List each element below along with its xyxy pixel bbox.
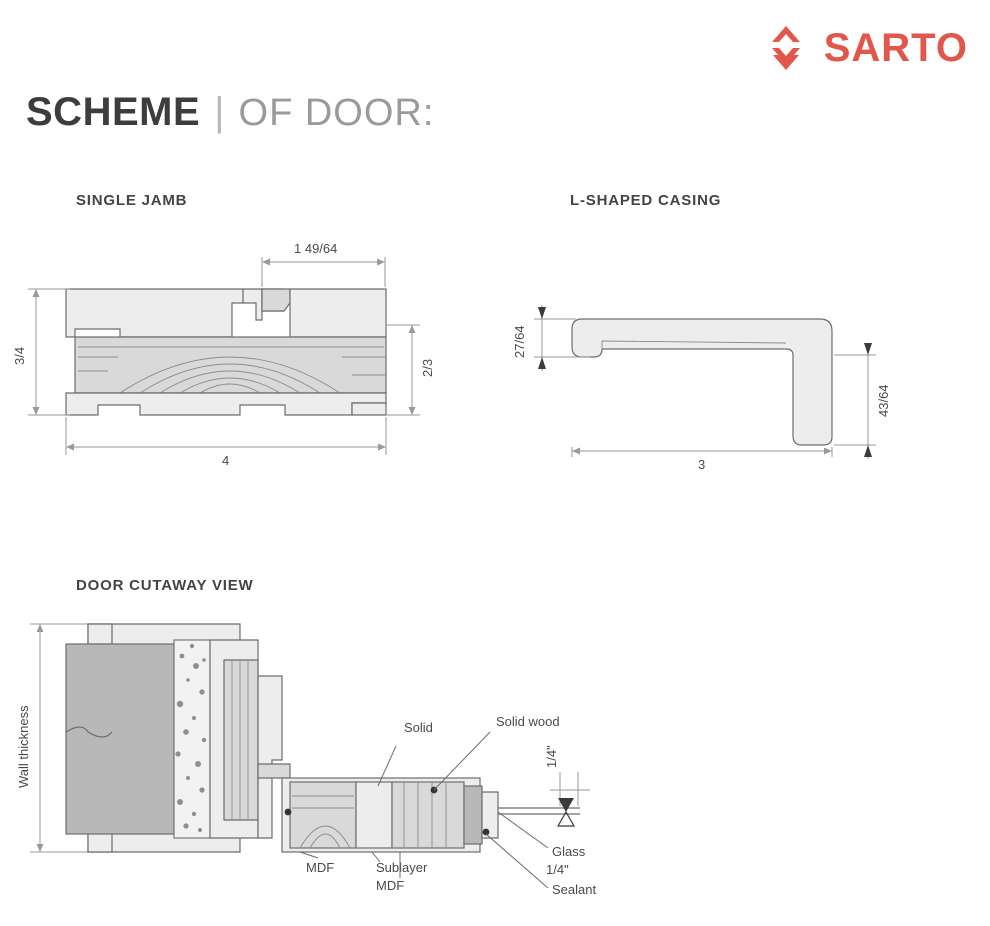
- door-cutaway-diagram: [0, 600, 990, 920]
- page-title-main: SCHEME: [26, 90, 201, 134]
- section-heading-l-shaped-casing: L-SHAPED CASING: [570, 192, 722, 209]
- casing-profile: [572, 319, 832, 445]
- casing-dim-right-label: 43/64: [876, 384, 891, 417]
- cutaway-label-glass-size-text: 1/4": [546, 862, 569, 877]
- cutaway-label-solid-wood-text: Solid wood: [496, 714, 560, 729]
- casing-dim-bottom-label: 3: [698, 457, 706, 472]
- cutaway-dim-gap-label: 1/4": [544, 745, 559, 768]
- jamb-dim-top-label: 1 49/64: [294, 241, 338, 256]
- cutaway-label-glass-text: Glass: [552, 844, 586, 859]
- cutaway-label-mdf-2-text: MDF: [376, 878, 405, 893]
- jamb-profile: [66, 289, 386, 415]
- section-heading-single-jamb: SINGLE JAMB: [76, 192, 188, 209]
- jamb-dim-left-label: 3/4: [12, 346, 27, 365]
- page-title-sub: OF DOOR:: [238, 92, 435, 134]
- jamb-dim-bottom-label: 4: [222, 453, 230, 468]
- casing-dim-bottom: [572, 447, 832, 472]
- cutaway-label-sublayer-text: Sublayer: [376, 860, 428, 875]
- page-title: [26, 90, 434, 135]
- jamb-dim-left: [12, 289, 70, 415]
- section-heading-door-cutaway-view: DOOR CUTAWAY VIEW: [76, 577, 254, 594]
- casing-dim-left-label: 27/64: [512, 325, 527, 358]
- cutaway-door-leaf: [282, 778, 580, 852]
- brand-name: SARTO: [823, 25, 968, 70]
- casing-dim-right: [834, 343, 891, 459]
- jamb-dim-top: [262, 241, 385, 287]
- jamb-dim-right-label: 2/3: [420, 358, 435, 377]
- cutaway-label-glass: [498, 812, 586, 877]
- cutaway-label-solid-text: Solid: [404, 720, 433, 735]
- cutaway-label-mdf-1: [300, 852, 334, 875]
- page-title-separator: |: [214, 90, 225, 134]
- cutaway-label-solid: [378, 720, 433, 786]
- cutaway-dim-wall-label: Wall thickness: [16, 705, 31, 788]
- brand-logo: [760, 22, 968, 74]
- jamb-dim-bottom: [66, 417, 386, 468]
- jamb-dim-right: [386, 325, 435, 415]
- sarto-chevron-logo-icon: [760, 22, 812, 74]
- cutaway-label-sealant-text: Sealant: [552, 882, 597, 897]
- single-jamb-diagram: [0, 225, 470, 495]
- l-shaped-casing-diagram: [490, 225, 960, 495]
- cutaway-wall-assembly: [66, 624, 290, 852]
- cutaway-label-mdf-1-text: MDF: [306, 860, 335, 875]
